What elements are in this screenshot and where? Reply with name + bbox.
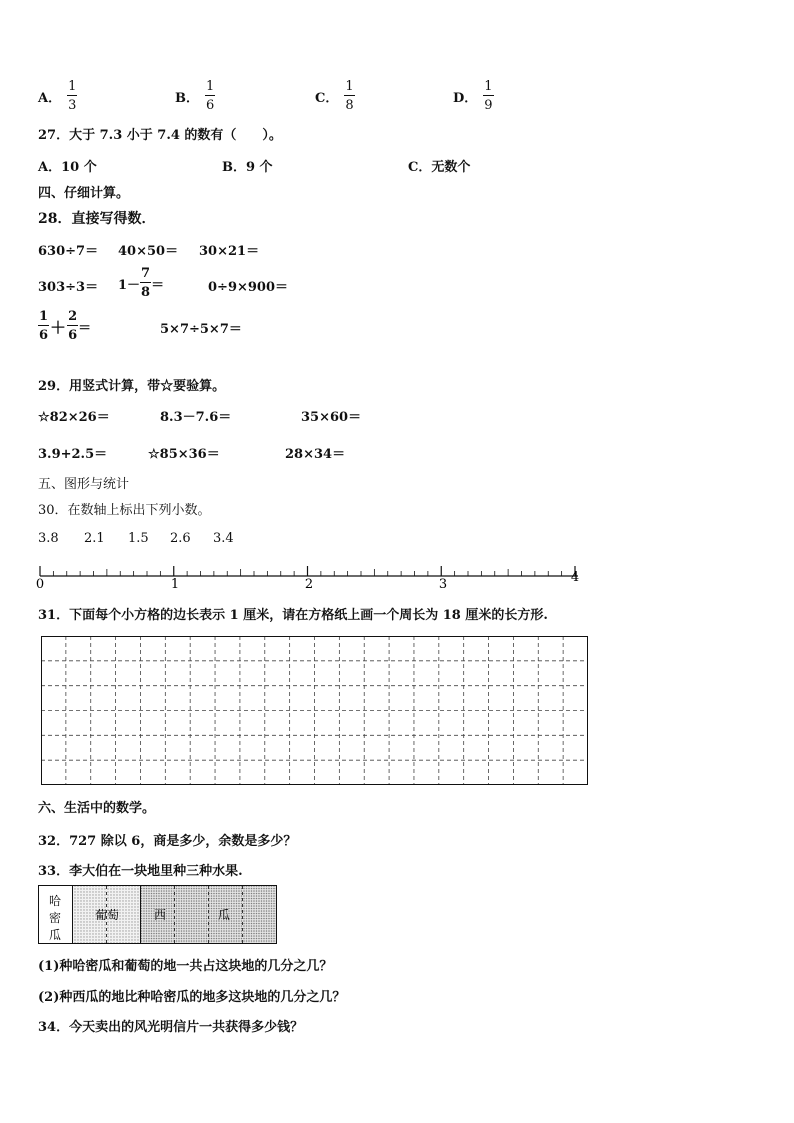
fraction <box>67 310 78 342</box>
q28-item: 630÷7＝ <box>38 244 99 259</box>
q29-item: ☆82×26＝ <box>38 410 110 425</box>
option-label: B． <box>175 90 199 106</box>
plus-sign: ＋ <box>50 317 67 337</box>
q32-text: 32．727 除以 6，商是多少，余数是多少？ <box>38 834 297 849</box>
fraction <box>38 310 49 342</box>
decimal-item: 2.6 <box>170 531 191 546</box>
q28-title: 28．直接写得数． <box>38 211 156 227</box>
axis-label: 2 <box>304 577 314 592</box>
q27-option-b: B．9 个 <box>222 160 273 175</box>
denominator: 3 <box>68 98 77 113</box>
q29-item: 28×34＝ <box>285 447 346 462</box>
expr-prefix: 1－ <box>118 277 141 293</box>
option-label: D． <box>453 90 478 106</box>
denominator: 6 <box>206 98 215 113</box>
fraction <box>205 80 215 112</box>
decimal-item: 2.1 <box>84 531 105 546</box>
number-line <box>30 556 590 596</box>
q28-item: 5×7÷5×7＝ <box>160 322 242 337</box>
q33-title: 33．李大伯在一块地里种三种水果. <box>38 864 243 879</box>
numerator: 1 <box>39 309 49 324</box>
grid-lines <box>41 636 588 785</box>
axis-label: 3 <box>438 577 448 592</box>
q28-item-fraction <box>118 267 164 299</box>
option-label: C． <box>315 90 339 106</box>
decimal-item: 3.4 <box>213 531 234 546</box>
numerator: 2 <box>68 309 78 324</box>
q29-item: 8.3－7.6＝ <box>160 410 232 425</box>
q28-item: 40×50＝ <box>118 244 179 259</box>
number-line-ticks <box>40 566 575 576</box>
fraction <box>483 80 493 112</box>
option-label: A． <box>38 90 62 106</box>
watermelon-label-xi: 西 <box>153 908 167 922</box>
grid-paper <box>41 636 589 786</box>
q34-text: 34．今天卖出的风光明信片一共获得多少钱？ <box>38 1020 304 1035</box>
fraction <box>67 80 77 112</box>
q28-item: 303÷3＝ <box>38 280 99 295</box>
decimal-item: 3.8 <box>38 531 59 546</box>
denominator: 9 <box>484 98 493 113</box>
axis-label: 1 <box>170 577 180 592</box>
hami-melon-char: 哈 <box>48 894 62 908</box>
denominator: 6 <box>68 328 78 343</box>
section-heading: 四、仔细计算。 <box>38 186 130 201</box>
numerator: 1 <box>68 79 77 94</box>
numerator: 1 <box>484 79 493 94</box>
denominator: 6 <box>39 328 49 343</box>
numerator: 7 <box>141 266 151 281</box>
q29-item: 3.9+2.5＝ <box>38 447 108 462</box>
section-heading: 五、图形与统计 <box>38 477 130 492</box>
expr-suffix: ＝ <box>151 277 165 293</box>
hami-melon-label <box>49 894 61 942</box>
numerator: 1 <box>206 79 215 94</box>
q26-option-c <box>315 80 355 112</box>
q29-item: ☆85×36＝ <box>148 447 220 462</box>
q31-title: 31．下面每个小方格的边长表示 1 厘米，请在方格纸上画一个周长为 18 厘米的长方形. <box>38 608 548 623</box>
q28-item: 0÷9×900＝ <box>208 280 289 295</box>
grape-label: 葡萄 <box>94 908 120 922</box>
q28-item: 30×21＝ <box>199 244 260 259</box>
q30-title: 30．在数轴上标出下列小数。 <box>38 503 211 518</box>
q26-option-d <box>453 80 494 112</box>
q28-item-fraction-sum <box>38 310 91 342</box>
hami-melon-char: 密 <box>48 911 62 925</box>
fraction <box>140 267 151 299</box>
q27-option-c: C．无数个 <box>408 160 471 175</box>
decimal-item: 1.5 <box>128 531 149 546</box>
q33-sub2: (2)种西瓜的地比种哈密瓜的地多这块地的几分之几？ <box>38 990 346 1005</box>
denominator: 8 <box>345 98 354 113</box>
q27-option-a: A．10 个 <box>38 160 97 175</box>
q33-sub1: (1)种哈密瓜和葡萄的地一共占这块地的几分之几？ <box>38 959 333 974</box>
watermelon-label-gua: 瓜 <box>217 908 231 922</box>
axis-label: 4 <box>570 570 580 585</box>
section-heading: 六、生活中的数学。 <box>38 801 156 816</box>
hami-melon-char: 瓜 <box>48 928 62 942</box>
fraction <box>344 80 354 112</box>
q26-option-b <box>175 80 215 112</box>
equals-sign: ＝ <box>78 320 92 336</box>
q29-item: 35×60＝ <box>301 410 362 425</box>
land-diagram <box>38 885 278 945</box>
q29-title: 29．用竖式计算，带☆要验算。 <box>38 379 226 394</box>
denominator: 8 <box>141 285 151 300</box>
q26-option-a <box>38 80 77 112</box>
axis-label: 0 <box>35 577 45 592</box>
numerator: 1 <box>345 79 354 94</box>
q27-text: 27．大于 7.3 小于 7.4 的数有（ ）。 <box>38 128 282 143</box>
